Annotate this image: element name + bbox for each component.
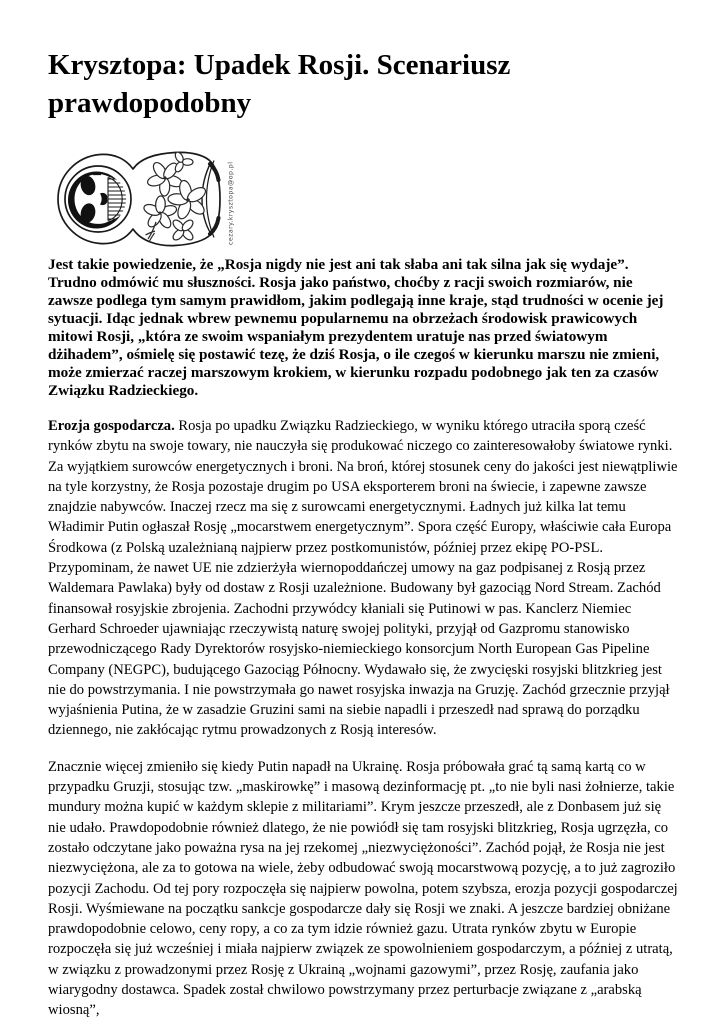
paragraph-lead: Erozja gospodarcza. bbox=[48, 418, 175, 434]
paragraph-economic-erosion bbox=[48, 416, 678, 741]
paragraph-ukraine bbox=[48, 757, 678, 1021]
article-illustration bbox=[48, 148, 238, 248]
skull-face bbox=[65, 166, 131, 232]
intro-paragraph: Jest takie powiedzenie, że „Rosja nigdy nie jest ani tak słaba ani tak silna jak się wydaje”. Trudno odmówić mu słuszności. Rosja jako państwo, choćby z racji swoich rozmiarów, nie zawsze podlega tym samym prawidłom, jakim podlegają inne kraje, stąd trudności w ocenie jej sytuacji. Idąc jednak wbrew pewnemu popularnemu na obrzeżach środowisk prawicowych mitowi Rosji, „która ze swoim wspaniałym prezydentem uratuje nas przed światowym dżihadem”, ośmielę się postawić tezę, że dziś Rosja, o ile czegoś w kierunku marszu nie zmieni, może zmierzać raczej marszowym krokiem, w kierunku rozpadu podobnego jak ten za czasów Związku Radzieckiego. bbox=[48, 256, 664, 399]
matryoshka-skull-drawing bbox=[48, 148, 238, 248]
paragraph-body: Rosja po upadku Związku Radzieckiego, w wyniku którego utraciła sporą cześć rynków zbytu na swoje towary, nie nauczyła się produkować niczego co zainteresowałoby światowe rynki. Za wyjątkiem surowców energetycznych i broni. Na broń, której stosunek ceny do jakości jest niewątpliwie na tyle korzystny, że Rosja pozostaje drugim po USA eksporterem broni na świecie, i zapewne zawsze znajdzie nabywców. Inaczej rzecz ma się z surowcami energetycznymi. Ładnych już kilka lat temu Władimir Putin ogłaszał Rosję „mocarstwem energetycznym”. Spora część Europy, właściwie cała Europa Środkowa (z Polską uzależnianą najpierw przez postkomunistów, później przez ekipę PO-PSL. Przypominam, że nawet UE nie zdzierżyła wiernopoddańczej umowy na gaz podpisanej z Rosją przez Waldemara Pawlaka) były od dostaw z Rosji uzależnione. Budowany był gazociąg Nord Stream. Zachód finansował rosyjskie zbrojenia. Zachodni przywódcy kłaniali się Putinowi w pas. Kanclerz Niemiec Gerhard Schroeder ujawniając rzeczywistą naturę swojej polityki, przyjął od Gazpromu stanowisko przewodniczącego Rady Dyrektorów rosyjsko-niemieckiego konsorcjum North European Gas Pipeline Company (NEGPC), budującego Gazociąg Północny. Wydawało się, że zwycięski rosyjski blitzkrieg jest nie do powstrzymania. I nie powstrzymała go nawet rosyjska inwazja na Gruzję. Zachód grzecznie przyjął wyjaśnienia Putina, że w zasadzie Gruzini sami na siebie napadli i przeszedł nad sprawą do porządku dziennego, nie zakłócając rytmu prowadzonych z Rosją interesów. bbox=[48, 418, 678, 739]
paragraph-body: Znacznie więcej zmieniło się kiedy Putin napadł na Ukrainę. Rosja próbowała grać tą samą kartą co w przypadku Gruzji, stosując tzw. „maskirowkę” i masową dezinformację pt. „to nie byli nasi żołnierze, takie mundury można kupić w każdym sklepie z militariami”. Krym jeszcze przeszedł, ale z Donbasem już się nie udało. Prawdopodobnie również dlatego, że nie powiódł się tam rosyjski blitzkrieg, Rosja ugrzęzła, co zostało odczytane jako poważna rysa na jej rzekomej „niezwyciężoności”. Zachód pojął, że Rosja nie jest niezwyciężona, ale za to gotowa na wiele, żeby odbudować swoją mocarstwową pozycję, a to już zagroziło pozycji Zachodu. Od tej pory rozpoczęła się najpierw powolna, potem szybsza, erozja pozycji gospodarczej Rosji. Wyśmiewane na początku sankcje gospodarcze dały się Rosji we znaki. A jeszcze bardziej obniżane prawdopodobnie celowo, ceny ropy, a co za tym idzie również gazu. Utrata rynków zbytu w Europie rozpoczęła się już wcześniej i miała najpierw związek ze spowolnieniem gospodarczym, a później z utratą, w związku z prowadzonymi przez Rosję z Ukrainą „wojnami gazowymi”, przez Rosję, zaufania jako wiarygodny dostawca. Spadek został chwilowo powstrzymany przez perturbacje związane z „arabską wiosną”, bbox=[48, 758, 678, 1019]
illustration-signature: cezary.krysztopa@op.pl bbox=[227, 161, 235, 245]
article-title: Krysztopa: Upadek Rosji. Scenariusz prawdopodobny bbox=[48, 49, 511, 119]
